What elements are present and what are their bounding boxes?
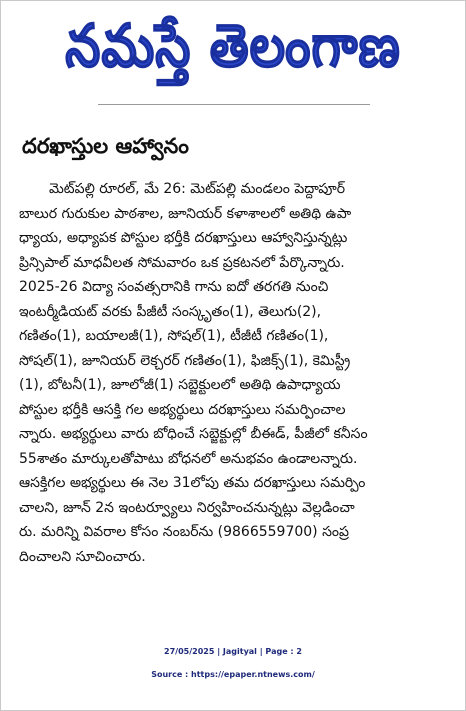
article-line: బాలుర గురుకుల పాఠశాల, జూనియర్ కళాశాలలో అతిథి ఉపా — [19, 205, 352, 222]
footer-source-link[interactable]: Source : https://epaper.ntnews.com/ — [151, 670, 315, 679]
article-body — [19, 177, 449, 569]
article-line: ఇంటర్మీడియట్ వరకు పీజీటీ సంస్కృతం(1), తెలుగు(2), — [19, 303, 322, 320]
article-headline: దరఖాస్తుల ఆహ్వానం — [22, 134, 189, 158]
article-line: 2025-26 విద్యా సంవత్సరానికి గాను ఐదో తరగతి నుంచి — [19, 279, 329, 295]
article-line: ఆసక్తిగల అభ్యర్థులు ఈ నెల 31లోపు తమ దరఖాస్తులు సమర్పిం — [19, 475, 366, 491]
masthead-logo: నమస్తే తెలంగాణ — [65, 11, 401, 81]
article-line: ధ్యాయ, అధ్యాపక పోస్టుల భర్తీకి దరఖాస్తులు ఆహ్వానిస్తున్నట్లు — [19, 230, 348, 246]
masthead-divider — [98, 104, 370, 105]
article-line: న్నారు. అభ్యర్థులు వారు బోధించే సబ్జెక్టుల్లో బీఈడ్, పీజీలో కనీసం — [19, 426, 368, 442]
article-line: దించాలని సూచించారు. — [19, 548, 146, 565]
article-line: గణితం(1), బయాలజీ(1), సోషల్(1), టీజీటీ గణితం(1), — [19, 328, 329, 344]
footer-edition-info: 27/05/2025 | Jagityal | Page : 2 — [164, 647, 302, 656]
article-line: చాలని, జూన్ 2న ఇంటర్వ్యూలు నిర్వహించనున్నట్లు వెల్లడించా — [19, 499, 355, 516]
article-line: పోస్టుల భర్తీకి ఆసక్తి గల అభ్యర్థులు దరఖాస్తులు సమర్పించాల — [19, 401, 346, 418]
masthead — [0, 4, 466, 88]
article-line: 55శాతం మార్కులతోపాటు బోధనలో అనుభవం ఉండాలన్నారు. — [19, 450, 358, 467]
article-line: సోషల్(1), జూనియర్ లెక్చరర్ గణితం(1), ఫిజిక్స్(1), కెమిస్ట్రీ — [19, 352, 351, 369]
article-line: రు. మరిన్ని వివరాల కోసం నంబర్‌ను (9866559700) సంప్ర — [19, 524, 349, 540]
article-line: మెట్‌పల్లి రూరల్, మే 26: మెట్‌పల్లి మండలం పెద్దాపూర్ — [49, 181, 346, 197]
article-line: ప్రిన్సిపాల్ మాధవీలత సోమవారం ఒక ప్రకటనలో పేర్కొన్నారు. — [19, 254, 345, 271]
article-line: (1), బోటనీ(1), జూలోజీ(1) సబ్జెక్టులలో అతిథి ఉపాధ్యాయ — [19, 377, 341, 393]
